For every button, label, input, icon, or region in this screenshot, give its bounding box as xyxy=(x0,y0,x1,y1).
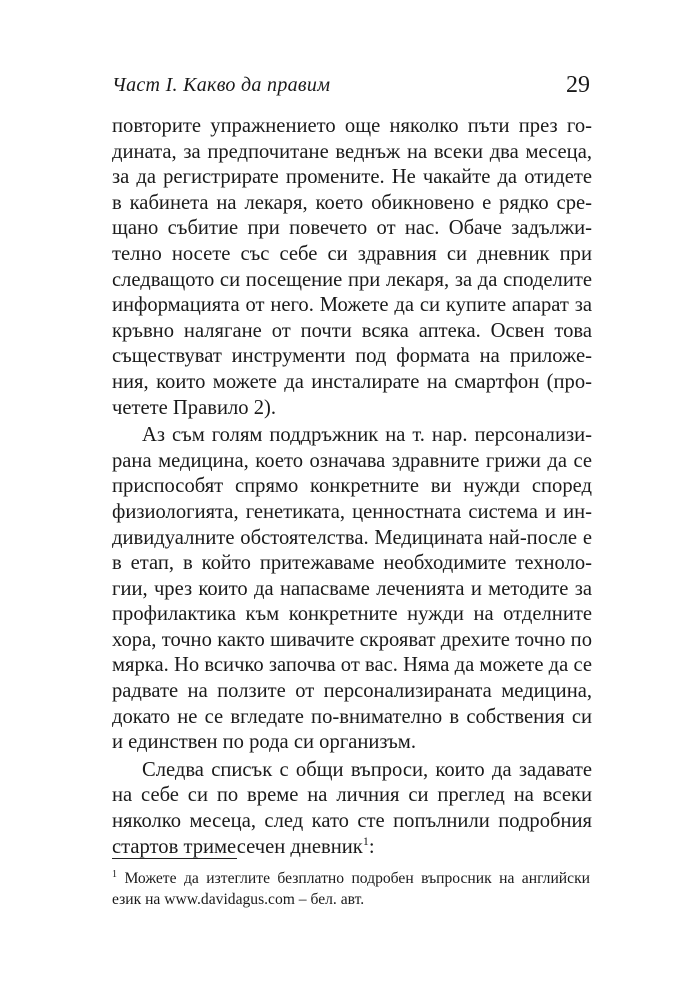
footnote-body: Можете да изтеглите безплатно подробен въпросник на английски език на www.davidagus.com – бел. авт. xyxy=(112,870,590,908)
body-text xyxy=(112,114,592,860)
footnote-reference: 1 xyxy=(362,833,369,848)
footnote xyxy=(112,868,590,910)
footnote-text xyxy=(112,868,590,910)
paragraph-1: повторите упражнението още няколко пъти през годината, за предпочитане веднъж на всеки два месеца, за да регистрирате промените. Не чакайте да отидете в кабинета на лекаря, което обикновено е рядко срещано събитие при повечето от нас. Обаче задължително носете със себе си здравния си дневник при следващото си посещение при лекаря, за да споделите информацията от него. Можете да си купите апарат за кръвно налягане от почти всяка аптека. Освен това съществуват инструменти под формата на приложения, които можете да инсталирате на смартфон (прочетете Правило 2). xyxy=(112,115,592,419)
footnote-divider xyxy=(112,858,237,859)
running-head xyxy=(112,70,590,104)
paragraph-2: Аз съм голям поддръжник на т. нар. персонализирана медицина, което означава здравните грижи да се приспособят спрямо конкретните ви нужди според физиологията, генетиката, ценностната система и индивидуалните обстоятелства. Медицината най-после е в етап, в който притежаваме необходимите технологии, чрез които да напасваме леченията и методите за профилактика към конкретните нужди на отделните хора, точно както шивачите скрояват дрехите точно по мярка. Но всичко започва от вас. Няма да можете да се радвате на ползите от персонализираната медицина, докато не се вгледате по-внимателно в собствения си и единствен по рода си организъм. xyxy=(112,424,592,754)
page-number: 29 xyxy=(566,72,590,98)
paragraph-3-text: Следва списък с общи въпроси, които да задавате на себе си по време на личния си преглед на всеки няколко месеца, след като сте попълнили подробния стартов тримесечен дневник xyxy=(112,758,592,858)
paragraph-3 xyxy=(112,758,592,860)
running-title: Част I. Какво да правим xyxy=(112,74,331,96)
footnote-marker: 1 xyxy=(112,869,117,880)
paragraph-3-colon: : xyxy=(368,835,375,858)
